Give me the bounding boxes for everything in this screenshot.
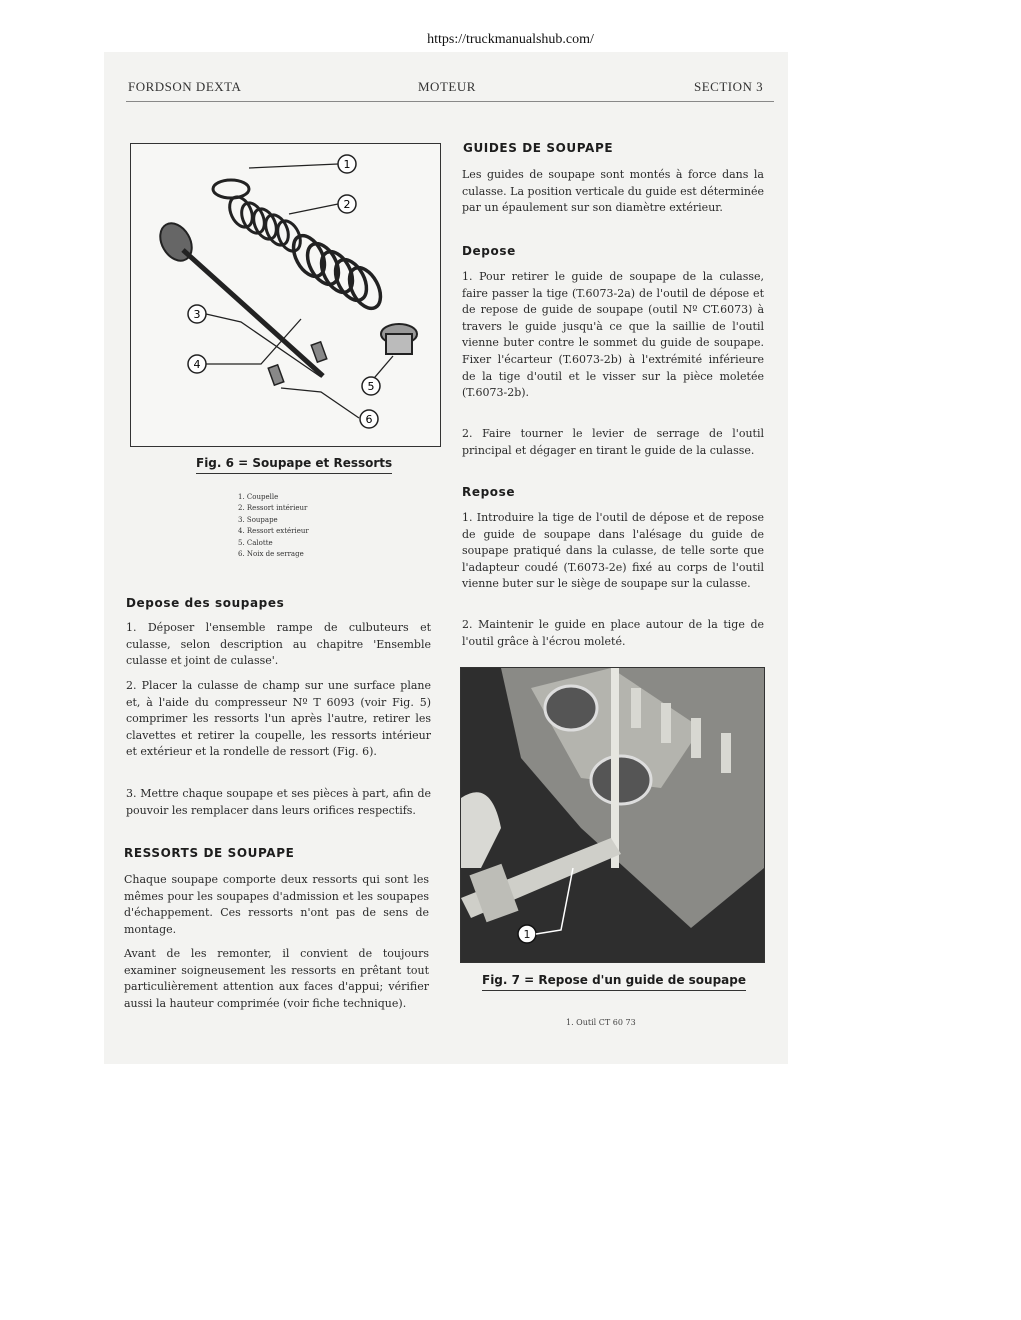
collet-icon xyxy=(268,365,284,385)
section-title-ressorts: RESSORTS DE SOUPAPE xyxy=(124,846,295,860)
svg-text:2: 2 xyxy=(343,198,351,211)
figure-7-photo xyxy=(460,667,765,963)
paragraph: 2. Placer la culasse de champ sur une surface plane et, à l'aide du compresseur Nº T 6093 (voir Fig. 5) comprimer les ressorts l'un après l'autre, retirer les clavettes et retirer la coupelle, les ressorts intérieur et extérieur et la rondelle de ressort (Fig. 6). xyxy=(126,679,431,759)
svg-text:1: 1 xyxy=(523,928,531,941)
figure-6-caption: Fig. 6 = Soupape et Ressorts xyxy=(196,456,392,474)
legend-item: 3. Soupape xyxy=(238,515,278,524)
paragraph: 2. Maintenir le guide en place autour de la tige de l'outil grâce à l'écrou moleté. xyxy=(462,618,764,648)
paragraph: 1. Pour retirer le guide de soupape de la culasse, faire passer la tige (T.6073-2a) de l'outil de dépose et de repose de guide de soupape (outil Nº CT.6073) à travers le guide jusqu'à ce que la saillie de l'outil vienne buter contre le sommet du guide de soupape. Fixer l'écarteur (T.6073-2b) à l'extrémité inférieure de la tige d'outil et le visser sur la pièce moletée (T.6073-2b). xyxy=(462,270,764,400)
header-left: FORDSON DEXTA xyxy=(128,79,242,94)
callout-3 xyxy=(188,305,206,323)
valve-assembly-illustration xyxy=(131,144,440,446)
source-url[interactable]: https://truckmanualshub.com/ xyxy=(427,32,594,47)
svg-text:4: 4 xyxy=(193,358,201,371)
section-title-depose-soupapes: Depose des soupapes xyxy=(126,596,285,610)
section-title-guides: GUIDES DE SOUPAPE xyxy=(463,141,614,155)
header-right: SECTION 3 xyxy=(694,79,764,94)
header-divider xyxy=(126,101,774,102)
svg-text:6: 6 xyxy=(365,413,373,426)
subsection-title-repose: Repose xyxy=(462,485,516,499)
callout-5 xyxy=(362,377,380,395)
legend-item: 5. Calotte xyxy=(238,538,273,547)
paragraph: Chaque soupape comporte deux ressorts qui sont les mêmes pour les soupapes d'admission et les soupapes d'échappement. Ces ressorts n'ont pas de sens de montage. xyxy=(124,873,429,936)
callout-6 xyxy=(360,410,378,428)
callout-1 xyxy=(518,925,536,943)
paragraph: 1. Déposer l'ensemble rampe de culbuteurs et culasse, selon description au chapitre 'Ensemble culasse et joint de culasse'. xyxy=(126,621,431,668)
svg-text:1: 1 xyxy=(343,158,351,171)
collet-icon xyxy=(311,342,327,362)
callout-1 xyxy=(338,155,356,173)
callout-4 xyxy=(188,355,206,373)
callout-2 xyxy=(338,195,356,213)
valve-cap-icon xyxy=(381,324,417,354)
paragraph: 3. Mettre chaque soupape et ses pièces à part, afin de pouvoir les remplacer dans leurs orifices respectifs. xyxy=(126,787,431,817)
figure-6-legend xyxy=(238,492,309,560)
paragraph: Avant de les remonter, il convient de toujours examiner soigneusement les ressorts en prêtant tout particulièrement attention aux faces d'appui; vérifier aussi la hauteur comprimée (voir fiche technique). xyxy=(124,947,429,1010)
legend-item: 4. Ressort extérieur xyxy=(238,527,309,536)
paragraph: Les guides de soupape sont montés à force dans la culasse. La position verticale du guide est déterminée par un épaulement sur son diamètre extérieur. xyxy=(462,168,764,215)
subsection-title-depose: Depose xyxy=(462,244,516,258)
svg-text:5: 5 xyxy=(367,380,375,393)
paragraph: 2. Faire tourner le levier de serrage de l'outil principal et dégager en tirant le guide de la culasse. xyxy=(462,427,764,457)
figure-7-caption: Fig. 7 = Repose d'un guide de soupape xyxy=(482,973,746,991)
legend-item: 2. Ressort intérieur xyxy=(238,504,308,513)
header-center: MOTEUR xyxy=(418,79,476,94)
figure-6-valve-springs xyxy=(130,143,441,447)
figure-7-legend: 1. Outil CT 60 73 xyxy=(566,1018,636,1027)
paragraph: 1. Introduire la tige de l'outil de dépose et de repose de guide de soupape dans l'alésage du guide de soupape pratiqué dans la culasse, de telle sorte que l'adapteur coudé (T.6073-2e) fixé au corps de l'outil vienne buter sur le siège de soupape sur la culasse. xyxy=(462,511,764,591)
svg-text:3: 3 xyxy=(193,308,201,321)
outer-spring-icon xyxy=(287,230,387,313)
legend-item: 1. Coupelle xyxy=(238,493,279,501)
legend-item: 6. Noix de serrage xyxy=(238,550,304,559)
valve-icon xyxy=(154,218,323,376)
cylinder-head-photo-illustration xyxy=(461,668,764,962)
